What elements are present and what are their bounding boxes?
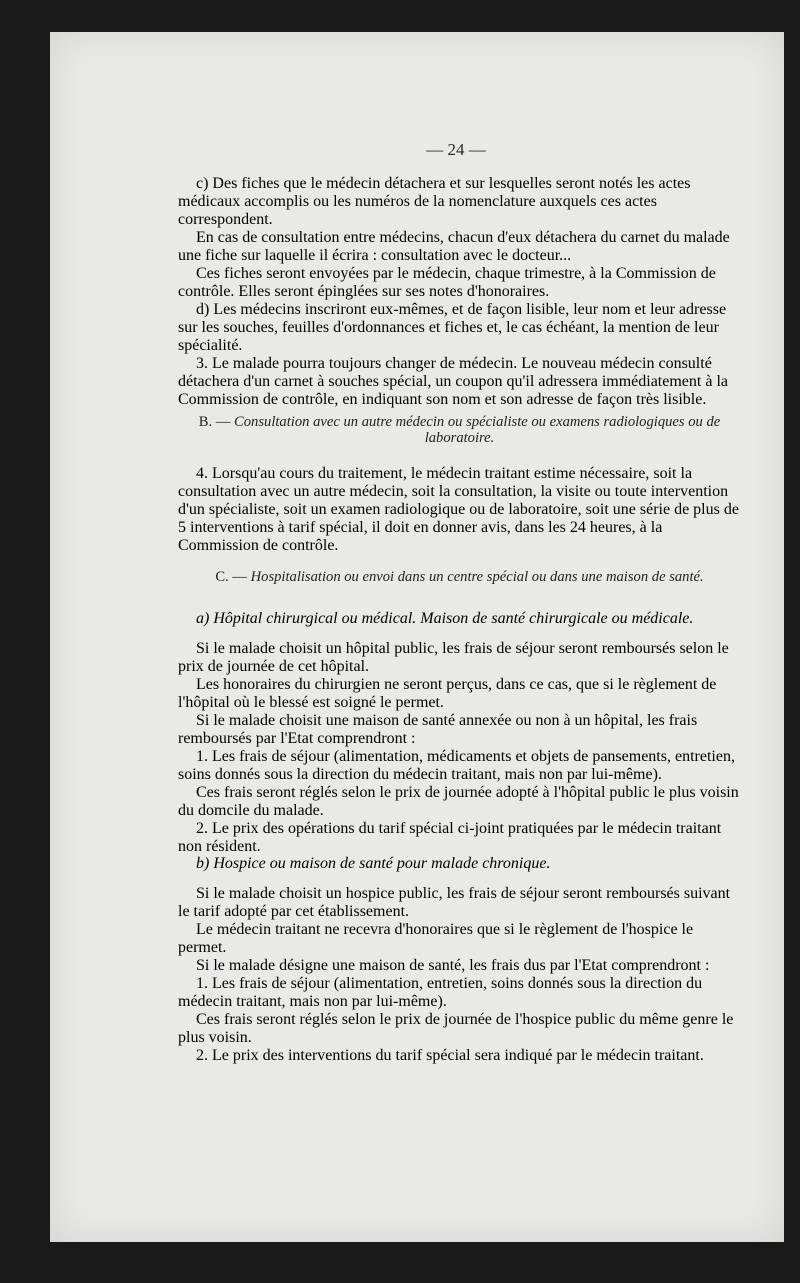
paragraph: Si le malade désigne une maison de santé, les frais dus par l'Etat comprendront :	[196, 957, 710, 974]
section-consultation	[178, 465, 741, 555]
paragraph: En cas de consultation entre médecins, chacun d'eux détachera du carnet du malade une fiche sur laquelle il écrira : consultation avec le docteur...	[178, 229, 730, 264]
paragraph: 2. Le prix des opérations du tarif spécial ci-joint pratiquées par le médecin traitant non résident.	[178, 820, 722, 855]
heading-b	[178, 415, 741, 446]
paragraph: Si le malade choisit un hôpital public, les frais de séjour seront remboursés selon le prix de journée de cet hôpital.	[178, 640, 729, 675]
paragraph: d) Les médecins inscriront eux-mêmes, et de façon lisible, leur nom et leur adresse sur les souches, feuilles d'ordonnances et fiches et, le cas échéant, la mention de leur spécialité.	[178, 301, 727, 354]
paragraph: 3. Le malade pourra toujours changer de médecin. Le nouveau médecin consulté détachera d'un carnet à souches spécial, un coupon qu'il adressera immédiatement à la Commission de contrôle, en indiquant son nom et son adresse de façon très lisible.	[178, 355, 728, 408]
paragraph: Ces frais seront réglés selon le prix de journée adopté à l'hôpital public le plus voisin du domcile du malade.	[178, 784, 739, 819]
paragraph: Les honoraires du chirurgien ne seront perçus, dans ce cas, que si le règlement de l'hôpital où le blessé est soigné le permet.	[178, 676, 717, 711]
subheading-a: a) Hôpital chirurgical ou médical. Maison de santé chirurgicale ou médicale.	[196, 610, 694, 627]
section-fiches	[178, 175, 741, 409]
paragraph: Si le malade choisit une maison de santé annexée ou non à un hôpital, les frais remboursés par l'Etat comprendront :	[178, 712, 698, 747]
paragraph: c) Des fiches que le médecin détachera et sur lesquelles seront notés les actes médicaux accomplis ou les numéros de la nomenclature auxquels ces actes correspondent.	[178, 175, 691, 228]
paragraph: 1. Les frais de séjour (alimentation, médicaments et objets de pansements, entretien, soins donnés sous la direction du médecin traitant, mais non par lui-même).	[178, 748, 735, 783]
page-number: — 24 —	[426, 140, 486, 159]
paragraph: 2. Le prix des interventions du tarif spécial sera indiqué par le médecin traitant.	[196, 1047, 704, 1064]
paragraph: Ces fiches seront envoyées par le médecin, chaque trimestre, à la Commission de contrôle. Elles seront épinglées sur ses notes d'honoraires.	[178, 265, 716, 300]
paragraph: Si le malade choisit un hospice public, les frais de séjour seront remboursés suivant le tarif adopté par cet établissement.	[178, 885, 731, 920]
paragraph: 1. Les frais de séjour (alimentation, entretien, soins donnés sous la direction du médecin traitant, mais non par lui-même).	[178, 975, 703, 1010]
subheading-b: b) Hospice ou maison de santé pour malade chronique.	[196, 855, 551, 872]
paragraph: 4. Lorsqu'au cours du traitement, le médecin traitant estime nécessaire, soit la consultation avec un autre médecin, soit la consultation, la visite ou toute intervention d'un spécialiste, soit un examen radiologique ou de laboratoire, soit une série de plus de 5 interventions à tarif spécial, il doit en donner avis, dans les 24 heures, à la Commission de contrôle.	[178, 465, 739, 554]
paragraph: Le médecin traitant ne recevra d'honoraires que si le règlement de l'hospice le permet.	[178, 921, 694, 956]
section-hospice	[178, 885, 741, 1065]
section-hopital	[178, 640, 741, 856]
paragraph: Ces frais seront réglés selon le prix de journée de l'hospice public du même genre le plus voisin.	[178, 1011, 734, 1046]
heading-c-lead: C. —	[215, 569, 247, 585]
heading-c-title: Hospitalisation ou envoi dans un centre spécial ou dans une maison de santé.	[250, 569, 704, 585]
heading-b-title: Consultation avec un autre médecin ou spécialiste ou examens radiologiques ou de laboratoire.	[234, 414, 721, 446]
heading-c	[178, 570, 741, 586]
heading-b-lead: B. —	[198, 414, 231, 430]
